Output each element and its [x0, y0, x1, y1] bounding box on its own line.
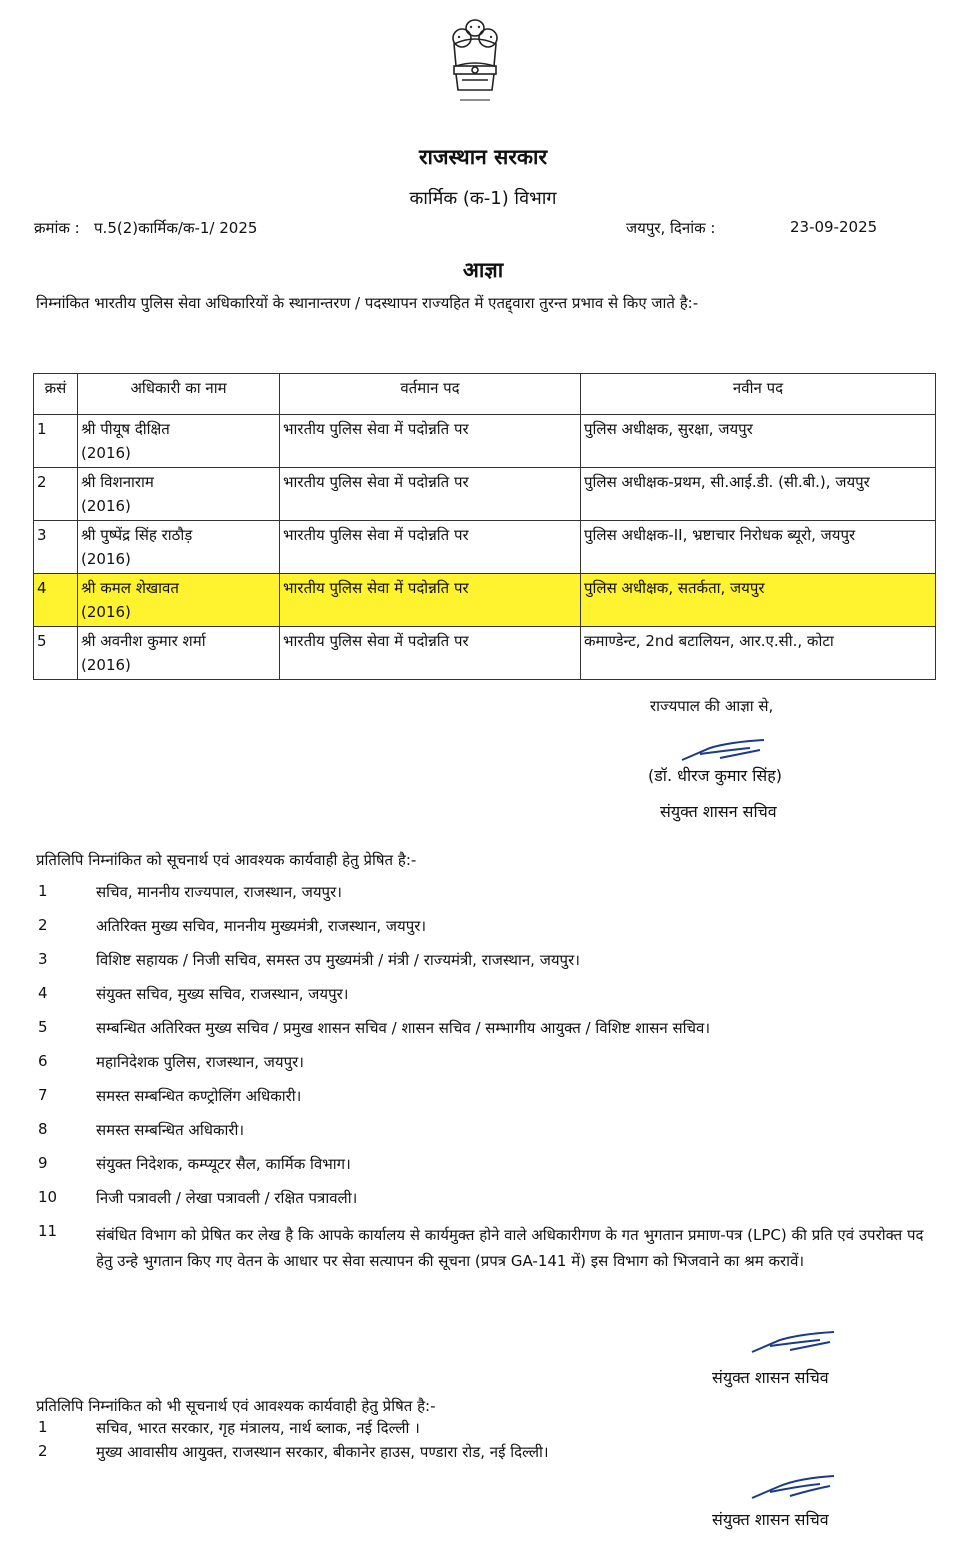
current-post-text: भारतीय पुलिस सेवा में पदोन्नति पर — [283, 420, 469, 438]
copy-list-number: 2 — [38, 916, 48, 934]
header-new-post: नवीन पद — [581, 374, 936, 415]
officer-name: श्री अवनीश कुमार शर्मा — [81, 632, 206, 650]
table-row — [34, 574, 936, 627]
copy-list-2-item: मुख्य आवासीय आयुक्त, राजस्थान सरकार, बीकानेर हाउस, पण्डारा रोड, नई दिल्ली। — [96, 1443, 549, 1461]
cell-current-post — [280, 627, 581, 680]
signature-image — [750, 1328, 836, 1356]
order-intro: निम्नांकित भारतीय पुलिस सेवा अधिकारियों के स्थानान्तरण / पदस्थापन राज्यहित में एतद्द्वारा तुरन्त प्रभाव से किए जाते है:- — [36, 294, 699, 312]
cell-name — [78, 521, 280, 574]
table-row — [34, 468, 936, 521]
officer-name: श्री पीयूष दीक्षित — [81, 420, 170, 438]
cell-current-post — [280, 415, 581, 468]
sn-text: 3 — [37, 526, 47, 544]
copy-list-number: 6 — [38, 1052, 48, 1070]
current-post-text: भारतीय पुलिस सेवा में पदोन्नति पर — [283, 473, 469, 491]
copy-list-item: संयुक्त निदेशक, कम्प्यूटर सैल, कार्मिक विभाग। — [96, 1155, 351, 1173]
current-post-text: भारतीय पुलिस सेवा में पदोन्नति पर — [283, 579, 469, 597]
cell-current-post — [280, 574, 581, 627]
by-order-line: राज्यपाल की आज्ञा से, — [650, 697, 774, 715]
current-post-text: भारतीय पुलिस सेवा में पदोन्नति पर — [283, 632, 469, 650]
copy-list-item: अतिरिक्त मुख्य सचिव, माननीय मुख्यमंत्री, राजस्थान, जयपुर। — [96, 917, 427, 935]
copy-list-number: 8 — [38, 1120, 48, 1138]
order-title: आज्ञा — [462, 258, 504, 282]
copy-list-designation: संयुक्त शासन सचिव — [712, 1368, 829, 1387]
copy-list-item: सचिव, माननीय राज्यपाल, राजस्थान, जयपुर। — [96, 883, 342, 901]
cell-name — [78, 574, 280, 627]
officer-batch: (2016) — [81, 497, 131, 515]
copy-list-2-number: 2 — [38, 1442, 48, 1460]
cell-name — [78, 627, 280, 680]
sn-text: 4 — [37, 579, 47, 597]
posting-table — [33, 373, 936, 680]
header-current-post: वर्तमान पद — [280, 374, 581, 415]
cell-new-post — [581, 627, 936, 680]
table-row — [34, 521, 936, 574]
sn-text: 2 — [37, 473, 47, 491]
cell-sn — [34, 415, 78, 468]
copy-list-number: 1 — [38, 882, 48, 900]
new-post-text: पुलिस अधीक्षक-प्रथम, सी.आई.डी. (सी.बी.), जयपुर — [584, 473, 870, 491]
copy-list-2-item: सचिव, भारत सरकार, गृह मंत्रालय, नार्थ ब्लाक, नई दिल्ली । — [96, 1419, 420, 1437]
copy-list-item: संयुक्त सचिव, मुख्य सचिव, राजस्थान, जयपुर। — [96, 985, 349, 1003]
new-post-text: कमाण्डेन्ट, 2nd बटालियन, आर.ए.सी., कोटा — [584, 632, 834, 650]
signature-image — [680, 736, 766, 764]
copy-list-2-number: 1 — [38, 1418, 48, 1436]
cell-current-post — [280, 521, 581, 574]
officer-batch: (2016) — [81, 550, 131, 568]
ref-label: क्रमांक : — [34, 219, 80, 237]
cell-new-post — [581, 574, 936, 627]
new-post-text: पुलिस अधीक्षक, सतर्कता, जयपुर — [584, 579, 765, 597]
header-name: अधिकारी का नाम — [78, 374, 280, 415]
signer-name: (डॉ. धीरज कुमार सिंह) — [648, 766, 782, 785]
copy-list-number: 4 — [38, 984, 48, 1002]
copy-list-number: 11 — [38, 1222, 58, 1240]
cell-new-post — [581, 521, 936, 574]
state-emblem-icon — [440, 14, 510, 110]
copy-list-number: 5 — [38, 1018, 48, 1036]
copy-list-number: 10 — [38, 1188, 58, 1206]
cell-new-post — [581, 415, 936, 468]
department-name: कार्मिक (क-1) विभाग — [409, 188, 557, 209]
officer-name: श्री पुष्पेंद्र सिंह राठौड़ — [81, 526, 193, 544]
copy-list-item: महानिदेशक पुलिस, राजस्थान, जयपुर। — [96, 1053, 304, 1071]
officer-batch: (2016) — [81, 656, 131, 674]
copy-list-item: विशिष्ट सहायक / निजी सचिव, समस्त उप मुख्यमंत्री / मंत्री / राज्यमंत्री, राजस्थान, जयपुर। — [96, 951, 580, 969]
copy-list-2-intro: प्रतिलिपि निम्नांकित को भी सूचनार्थ एवं आवश्यक कार्यवाही हेतु प्रेषित है:- — [36, 1397, 436, 1415]
copy-list-number: 3 — [38, 950, 48, 968]
copy-list-item: संबंधित विभाग को प्रेषित कर लेख है कि आपके कार्यालय से कार्यमुक्त होने वाले अधिकारीगण के गत भुगतान प्रमाण-पत्र (LPC) की प्रति एवं उपरोक्त पद हेतु उन्हे भुगतान किए गए वेतन के आधार पर सेवा सत्यापन की सूचना (प्रपत्र GA-141 में) इस विभाग को भिजवाने का श्रम करावें। — [96, 1226, 924, 1270]
sn-text: 1 — [37, 420, 47, 438]
sn-text: 5 — [37, 632, 47, 650]
copy-list-item: समस्त सम्बन्धित कण्ट्रोलिंग अधिकारी। — [96, 1087, 302, 1105]
officer-name: श्री कमल शेखावत — [81, 579, 179, 597]
date-label: जयपुर, दिनांक : — [626, 219, 716, 237]
header-sn: क्रसं — [34, 374, 78, 415]
table-row — [34, 415, 936, 468]
table-header-row — [34, 374, 936, 415]
cell-sn — [34, 468, 78, 521]
copy-list-intro: प्रतिलिपि निम्नांकित को सूचनार्थ एवं आवश्यक कार्यवाही हेतु प्रेषित है:- — [36, 851, 417, 869]
cell-new-post — [581, 468, 936, 521]
cell-sn — [34, 521, 78, 574]
officer-name: श्री विशनाराम — [81, 473, 154, 491]
officer-batch: (2016) — [81, 603, 131, 621]
government-title: राजस्थान सरकार — [418, 145, 548, 169]
table-row — [34, 627, 936, 680]
copy-list-number: 7 — [38, 1086, 48, 1104]
copy-list-item: समस्त सम्बन्धित अधिकारी। — [96, 1121, 245, 1139]
new-post-text: पुलिस अधीक्षक, सुरक्षा, जयपुर — [584, 420, 753, 438]
copy-list-number: 9 — [38, 1154, 48, 1172]
copy-list-item: सम्बन्धित अतिरिक्त मुख्य सचिव / प्रमुख शासन सचिव / शासन सचिव / सम्भागीय आयुक्त / विशिष्ट शासन सचिव। — [96, 1019, 711, 1037]
officer-batch: (2016) — [81, 444, 131, 462]
cell-name — [78, 415, 280, 468]
ref-value: प.5(2)कार्मिक/क-1/ 2025 — [94, 219, 258, 237]
cell-sn — [34, 574, 78, 627]
cell-sn — [34, 627, 78, 680]
date-value: 23-09-2025 — [790, 218, 878, 236]
copy-list-item: निजी पत्रावली / लेखा पत्रावली / रक्षित पत्रावली। — [96, 1189, 358, 1207]
new-post-text: पुलिस अधीक्षक-II, भ्रष्टाचार निरोधक ब्यूरो, जयपुर — [584, 526, 856, 544]
signer-designation: संयुक्त शासन सचिव — [660, 802, 777, 821]
cell-current-post — [280, 468, 581, 521]
copy-list-2-designation: संयुक्त शासन सचिव — [712, 1510, 829, 1529]
reference-number — [34, 218, 257, 238]
cell-name — [78, 468, 280, 521]
signature-image — [750, 1472, 836, 1502]
current-post-text: भारतीय पुलिस सेवा में पदोन्नति पर — [283, 526, 469, 544]
